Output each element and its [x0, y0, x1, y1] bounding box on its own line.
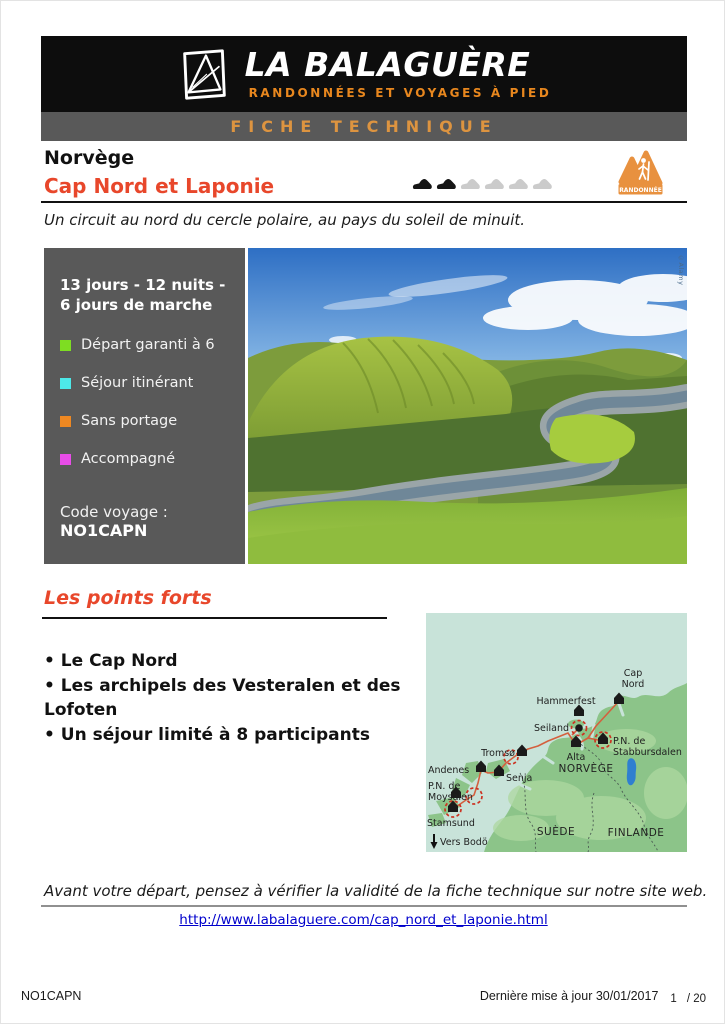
bullet-glyph: •: [44, 724, 55, 745]
feature-item: [60, 337, 229, 353]
country-title: Norvège: [44, 147, 135, 169]
map-label-hammerfest: Hammerfest: [536, 696, 596, 707]
highlights-divider: [42, 617, 387, 619]
trip-webpage-link[interactable]: http://www.labalaguere.com/cap_nord_et_laponie.html: [179, 912, 548, 928]
trip-infobox: [44, 248, 245, 564]
map-label-vers-bodo: Vers Bodö: [440, 837, 488, 848]
feature-item: [60, 375, 229, 391]
feature-bullet-square: [60, 340, 71, 351]
map-label-seiland: Seiland: [533, 723, 569, 734]
boot-icon: [484, 177, 505, 191]
highlight-item: • Les archipels des Vesteralen et des Lofoten: [44, 675, 401, 721]
photo-credit: ©Alamy: [677, 254, 685, 286]
highlight-item: • Le Cap Nord: [44, 651, 178, 671]
feature-bullet-square: [60, 454, 71, 465]
map-label-suede: SUÈDE: [536, 826, 576, 838]
bullet-glyph: •: [44, 675, 55, 696]
feature-bullet-square: [60, 378, 71, 389]
highlight-item: • Un séjour limité à 8 participants: [44, 724, 370, 745]
trip-subtitle: Un circuit au nord du cercle polaire, au pays du soleil de minuit.: [44, 211, 526, 229]
fiche-technique-banner: [41, 112, 687, 141]
boot-icon: [412, 177, 433, 191]
map-label-senja: Senja: [506, 773, 533, 784]
map-label-finlande: FINLANDE: [607, 827, 665, 839]
brand-logo-icon: [177, 45, 231, 103]
footer-page-number: 1: [670, 993, 677, 1005]
svg-text:Stabbursdalen: Stabbursdalen: [613, 747, 682, 758]
trip-duration: 13 jours - 12 nuits - 6 jours de marche: [60, 276, 226, 314]
trip-code-block: [60, 503, 168, 540]
feature-item: [60, 413, 229, 429]
feature-item: [60, 451, 229, 467]
map-label-stabbursdalen: P.N. de: [613, 736, 646, 747]
map-label-alta: Alta: [566, 752, 586, 763]
boot-icon: [460, 177, 481, 191]
boot-icon: [508, 177, 529, 191]
map-label-cap-nord: Cap: [623, 668, 643, 679]
brand-wordmark-block: [244, 45, 552, 100]
map-label-tromso: Tromsø: [481, 748, 515, 759]
map-label-moysalen: P.N. de: [428, 781, 461, 792]
map-label-norvege: NORVÈGE: [558, 763, 614, 775]
badge-label: RANDONNÉE: [619, 186, 662, 194]
svg-text:Moysalen: Moysalen: [428, 792, 473, 803]
landscape-photo-art: [248, 248, 687, 564]
boot-icon: [436, 177, 457, 191]
itinerary-map: [426, 613, 687, 852]
feature-label: Accompagné: [81, 451, 176, 467]
feature-label: Séjour itinérant: [81, 375, 194, 391]
landscape-photo: [248, 248, 687, 564]
map-label-stamsund: Stamsund: [427, 818, 475, 829]
verify-link-row: [1, 909, 725, 928]
verify-note: Avant votre départ, pensez à vérifier la validité de la fiche technique sur notre site web.: [44, 882, 708, 900]
footer-meta: [480, 989, 706, 1003]
highlights-title: Les points forts: [44, 587, 212, 609]
difficulty-rating: [409, 177, 553, 191]
feature-bullet-square: [60, 416, 71, 427]
trip-code-value: NO1CAPN: [60, 521, 148, 540]
feature-label: Sans portage: [81, 413, 178, 429]
footer-page-total: / 20: [686, 993, 706, 1005]
brand-name: LA BALAGUÈRE: [244, 45, 531, 84]
brand-tagline: RANDONNÉES ET VOYAGES À PIED: [248, 86, 552, 100]
trip-code-label: Code voyage :: [60, 503, 168, 521]
bullet-glyph: •: [44, 651, 55, 671]
brand-header: [41, 36, 687, 112]
map-label-andenes: Andenes: [428, 765, 470, 776]
banner-label: FICHE TECHNIQUE: [230, 117, 498, 136]
trip-title: Cap Nord et Laponie: [44, 174, 275, 198]
boot-icon: [532, 177, 553, 191]
footer-trip-code: NO1CAPN: [21, 989, 82, 1003]
highlights-list: [44, 649, 404, 748]
map-marker-seiland: [575, 724, 583, 732]
feature-label: Départ garanti à 6: [81, 337, 215, 353]
svg-text:Nord: Nord: [621, 679, 645, 690]
footer-updated: Dernière mise à jour 30/01/2017: [479, 989, 659, 1003]
verify-divider: [41, 905, 687, 907]
randonnee-badge-icon: [617, 146, 664, 198]
title-divider: [41, 201, 687, 203]
